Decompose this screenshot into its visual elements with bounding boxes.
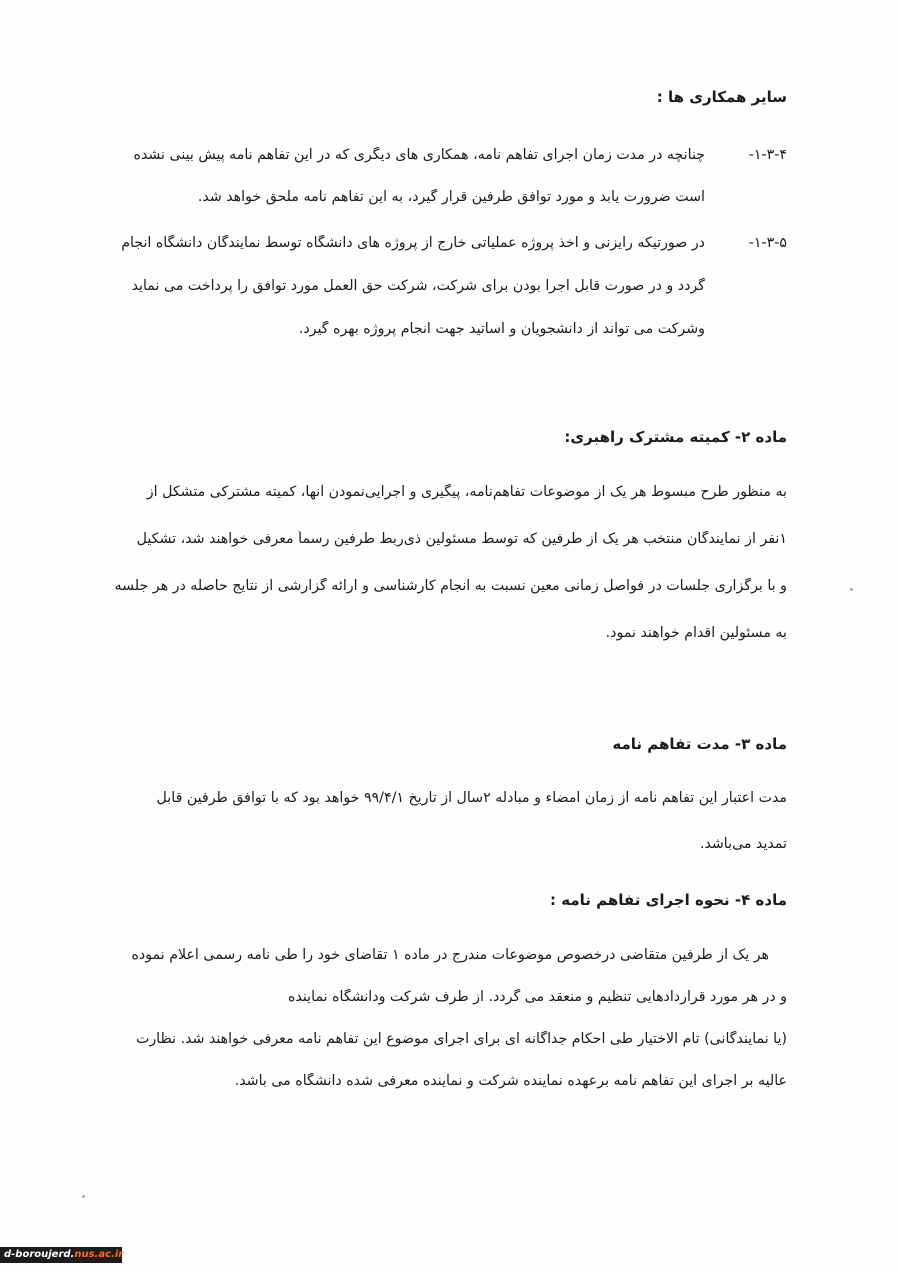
article-2-body bbox=[97, 484, 787, 672]
text-line: مدت اعتبار این تفاهم نامه از زمان امضاء و مبادله ۲سال از تاریخ ۹۹/۴/۱ خواهد بود که با توافق طرفین قابل bbox=[156, 790, 787, 806]
article-3-heading: ماده ۳- مدت تفاهم نامه bbox=[612, 735, 787, 753]
site-watermark-domain: nus.ac.ir bbox=[74, 1249, 124, 1260]
text-line: گردد و در صورت قابل اجرا بودن برای شرکت، شرکت حق العمل مورد توافق را پرداخت می نماید bbox=[131, 278, 705, 294]
text-line: و در هر مورد قراردادهایی تنظیم و منعقد می گردد. از طرف شرکت ودانشگاه نماینده bbox=[288, 989, 787, 1005]
article-4-heading: ماده ۴- نحوه اجرای تفاهم نامه : bbox=[550, 891, 787, 909]
scan-speck bbox=[82, 1195, 85, 1198]
clause-number: ۱-۳-۴- bbox=[748, 147, 787, 163]
text-line: چنانچه در مدت زمان اجرای تفاهم نامه، همکاری های دیگری که در این تفاهم نامه پیش بینی نشده bbox=[133, 147, 705, 163]
article-4-body bbox=[97, 947, 787, 1115]
text-line: و با برگزاری جلسات در فواصل زمانی معین نسبت به انجام کارشناسی و ارائه گزارشی از نتایج حاصله در هر جلسه bbox=[114, 578, 787, 594]
site-watermark-prefix: d-boroujerd. bbox=[4, 1249, 75, 1260]
clause-text bbox=[90, 235, 705, 364]
section-heading-other-cooperations: سایر همکاری ها : bbox=[656, 88, 787, 106]
site-watermark[interactable] bbox=[0, 1247, 122, 1263]
text-line: (یا نمایندگانی) تام الاختیار طی احکام جداگانه ای برای اجرای موضوع این تفاهم نامه معرفی خواهند شد. نظارت bbox=[135, 1031, 787, 1047]
text-line: تمدید می‌باشد. bbox=[699, 836, 787, 852]
clause-number: ۱-۳-۵- bbox=[748, 235, 787, 251]
text-line: ۱نفر از نمایندگان منتخب هر یک از طرفین که توسط مسئولین ذی‌ربط طرفین رسماً معرفی خواهند شد، تشکیل bbox=[136, 531, 787, 547]
text-line: است ضرورت یابد و مورد توافق طرفین قرار گیرد، به این تفاهم نامه ملحق خواهد شد. bbox=[197, 189, 705, 205]
text-line: به منظور طرح مبسوط هر یک از موضوعات تفاهم‌نامه، پیگیری و اجرایی‌نمودن آنها، کمیته مشترکی متشکل از bbox=[146, 484, 787, 500]
text-line: به مسئولین اقدام خواهند نمود. bbox=[605, 625, 787, 641]
article-3-body bbox=[97, 790, 787, 882]
clause-text bbox=[90, 147, 705, 231]
text-line: وشرکت می تواند از دانشجویان و اساتید جهت انجام پروژه بهره گیرد. bbox=[298, 321, 705, 337]
text-line: در صورتیکه رایزنی و اخذ پروژه عملیاتی خارج از پروژه های دانشگاه توسط نمایندگان دانشگاه انجام bbox=[121, 235, 705, 251]
text-line: عالیه بر اجرای این تفاهم نامه برعهده نماینده شرکت و نماینده معرفی شده دانشگاه می باشد. bbox=[234, 1073, 787, 1089]
article-2-heading: ماده ۲- کمیته مشترک راهبری: bbox=[564, 428, 787, 446]
scan-speck bbox=[850, 588, 853, 591]
text-line: هر یک از طرفین متقاضی درخصوص موضوعات مندرج در ماده ۱ تقاضای خود را طی نامه رسمی اعلام نموده bbox=[131, 947, 769, 963]
